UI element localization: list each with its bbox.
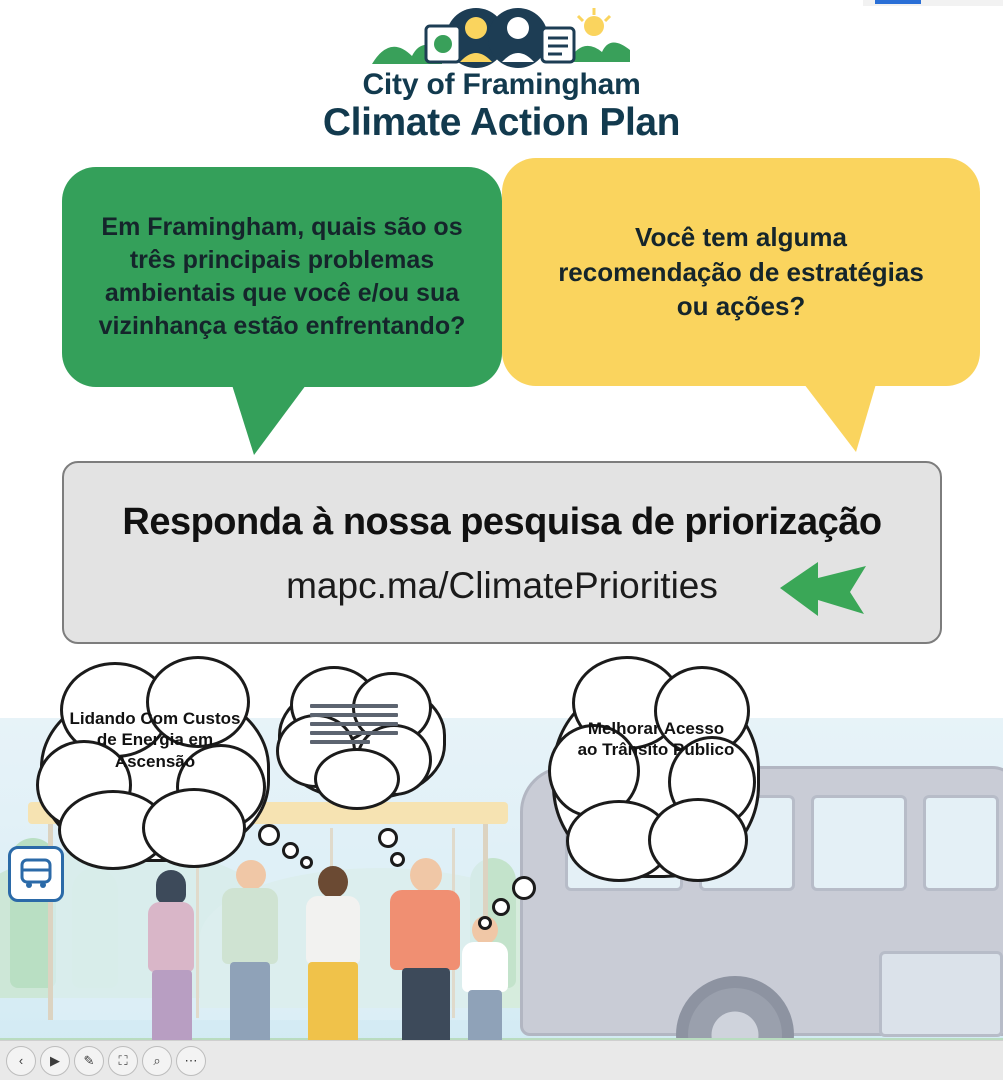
thought-dot: [378, 828, 398, 848]
poster-header: [0, 0, 1003, 152]
bus-icon: [8, 846, 64, 902]
arrow-left-icon: [778, 560, 870, 618]
thought-dot: [492, 898, 510, 916]
person-figure: [218, 860, 282, 1050]
plan-title: Climate Action Plan: [322, 101, 681, 144]
thought-dot: [282, 842, 299, 859]
previous-page-button[interactable]: ‹: [6, 1046, 36, 1076]
fit-page-button[interactable]: ⛶: [108, 1046, 138, 1076]
bubble-tail-yellow: [804, 384, 876, 452]
bus-door: [879, 951, 1003, 1037]
thought-dot: [512, 876, 536, 900]
city-climate-logo: [372, 4, 632, 70]
person-figure: [388, 858, 464, 1052]
question-yellow-text: Você tem alguma recomendação de estratégias ou ações?: [558, 222, 924, 322]
person-figure: [142, 870, 202, 1050]
thought-transit-text: Melhorar Acesso ao Trânsito Público: [577, 719, 735, 760]
viewer-toolbar[interactable]: [0, 1040, 1003, 1080]
cta-url[interactable]: mapc.ma/ClimatePriorities: [286, 565, 718, 606]
zoom-button[interactable]: ⌕: [142, 1046, 172, 1076]
bus-window: [923, 795, 999, 891]
document-icon: [310, 704, 400, 749]
cloud-lobe: [314, 748, 400, 810]
bubble-tail-green: [232, 385, 306, 455]
play-button[interactable]: ▶: [40, 1046, 70, 1076]
question-green-text: Em Framingham, quais são os três principais problemas ambientais que você e/ou sua vizinhança estão enfrentando?: [98, 212, 466, 341]
cloud-lobe: [142, 788, 246, 868]
question-bubble-yellow: [502, 158, 980, 386]
thought-dot: [478, 916, 492, 930]
bus-window: [811, 795, 907, 891]
edit-button[interactable]: ✎: [74, 1046, 104, 1076]
thought-dot: [258, 824, 280, 846]
thought-energy-text: Lidando Com Custos de Energia em Ascensão: [69, 709, 241, 771]
cloud-lobe: [648, 798, 748, 882]
thought-dot: [390, 852, 405, 867]
person-figure-child: [458, 916, 514, 1052]
city-title: City of Framingham: [362, 68, 641, 101]
person-figure: [300, 866, 366, 1052]
question-bubble-green: [62, 167, 502, 387]
cta-headline: Responda à nossa pesquisa de priorização: [122, 501, 882, 543]
thought-dot: [300, 856, 313, 869]
more-options-button[interactable]: ⋯: [176, 1046, 206, 1076]
